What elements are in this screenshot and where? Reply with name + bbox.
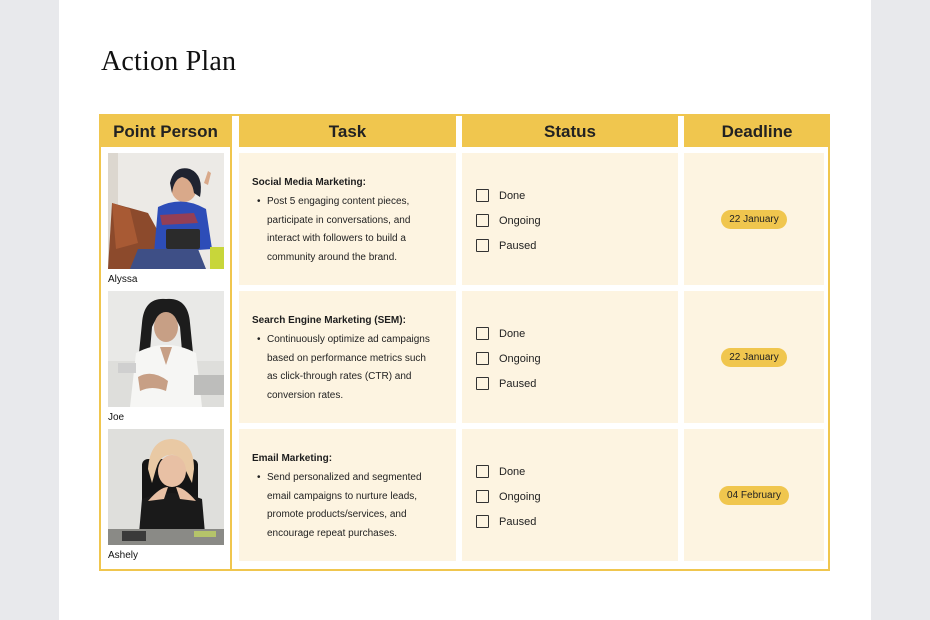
checkbox-unchecked-icon[interactable] (476, 214, 489, 227)
task-title: Social Media Marketing: (252, 177, 366, 188)
checkbox-unchecked-icon[interactable] (476, 490, 489, 503)
task-bullet (252, 193, 444, 267)
person-photo-image (108, 153, 224, 269)
header-point-person: Point Person (101, 116, 230, 147)
checkbox-unchecked-icon[interactable] (476, 377, 489, 390)
status-option-done[interactable]: Done (476, 183, 678, 208)
person-name: Ashely (108, 550, 139, 561)
header-task: Task (239, 116, 456, 147)
person-photo (108, 153, 224, 269)
status-option-ongoing[interactable]: Ongoing (476, 346, 678, 371)
header-deadline: Deadline (684, 116, 830, 147)
deadline-badge: 04 February (719, 486, 789, 505)
person-card (108, 291, 224, 423)
person-name: Alyssa (108, 274, 138, 285)
task-description: Post 5 engaging content pieces, participate in conversations, and interact with followers to build a community around the brand. (267, 196, 411, 263)
task-bullet (252, 469, 444, 543)
task-cell (239, 429, 456, 561)
checkbox-unchecked-icon[interactable] (476, 352, 489, 365)
status-option-ongoing[interactable]: Ongoing (476, 484, 678, 509)
checkbox-unchecked-icon[interactable] (476, 239, 489, 252)
status-cell (462, 291, 678, 423)
status-option-paused[interactable]: Paused (476, 371, 678, 396)
task-title: Email Marketing: (252, 453, 333, 464)
deadline-cell (684, 291, 824, 423)
status-cell (462, 429, 678, 561)
person-photo (108, 429, 224, 545)
status-option-ongoing[interactable]: Ongoing (476, 208, 678, 233)
status-option-done[interactable]: Done (476, 459, 678, 484)
person-photo-image (108, 429, 224, 545)
bullet-icon: • (257, 472, 261, 483)
deadline-badge: 22 January (721, 210, 786, 229)
task-description: Continuously optimize ad campaigns based on performance metrics such as click-through rates (CTR) and conversion rates. (267, 334, 430, 401)
bullet-icon: • (257, 196, 261, 207)
person-card (108, 429, 224, 561)
checkbox-unchecked-icon[interactable] (476, 515, 489, 528)
task-title: Search Engine Marketing (SEM): (252, 315, 406, 326)
person-photo-image (108, 291, 224, 407)
checkbox-unchecked-icon[interactable] (476, 465, 489, 478)
page-title: Action Plan (101, 46, 237, 77)
deadline-badge: 22 January (721, 348, 786, 367)
status-option-paused[interactable]: Paused (476, 233, 678, 258)
person-photo (108, 291, 224, 407)
checkbox-unchecked-icon[interactable] (476, 189, 489, 202)
point-person-column (101, 116, 232, 569)
bullet-icon: • (257, 334, 261, 345)
status-option-paused[interactable]: Paused (476, 509, 678, 534)
header-status: Status (462, 116, 678, 147)
task-cell (239, 153, 456, 285)
person-name: Joe (108, 412, 125, 423)
task-description: Send personalized and segmented email campaigns to nurture leads, promote products/services, and encourage repeat purchases. (267, 472, 422, 539)
deadline-cell (684, 429, 824, 561)
deadline-cell (684, 153, 824, 285)
checkbox-unchecked-icon[interactable] (476, 327, 489, 340)
status-cell (462, 153, 678, 285)
task-cell (239, 291, 456, 423)
person-card (108, 153, 224, 285)
status-option-done[interactable]: Done (476, 321, 678, 346)
action-plan-table (99, 114, 830, 571)
task-bullet (252, 331, 444, 405)
document-page (59, 0, 871, 620)
